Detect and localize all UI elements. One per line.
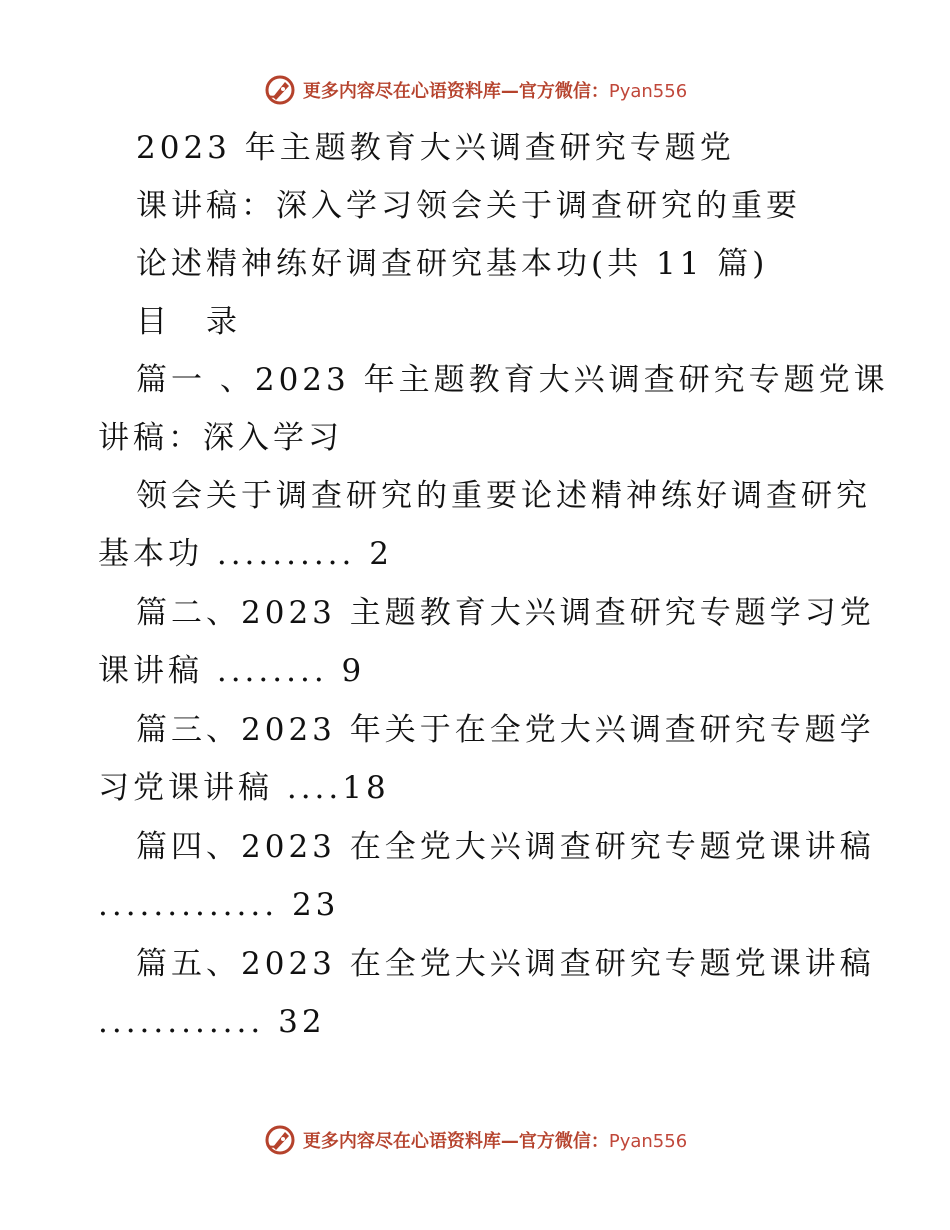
title-line-1: 2023 年主题教育大兴调查研究专题党 bbox=[136, 130, 735, 166]
pen-nib-circle-icon bbox=[263, 1123, 297, 1157]
title-line-3: 论述精神练好调查研究基本功(共 11 篇) bbox=[136, 246, 769, 282]
toc-entry-4-line-2: ............. 23 bbox=[98, 887, 340, 923]
watermark-text: 更多内容尽在心语资料库—官方微信：Pyan556 bbox=[302, 1131, 688, 1152]
toc-entry-4-line-1: 篇四、2023 在全党大兴调查研究专题党课讲稿 bbox=[136, 829, 875, 865]
watermark-text: 更多内容尽在心语资料库—官方微信：Pyan556 bbox=[302, 81, 688, 102]
toc-entry-1-line-4: 基本功 .......... 2 bbox=[98, 536, 393, 572]
toc-heading: 目 录 bbox=[136, 304, 241, 340]
title-line-2: 课讲稿：深入学习领会关于调查研究的重要 bbox=[136, 188, 801, 224]
footer-watermark bbox=[0, 1120, 950, 1160]
toc-entry-2-line-2: 课讲稿 ........ 9 bbox=[98, 653, 366, 689]
toc-entry-5-line-1: 篇五、2023 在全党大兴调查研究专题党课讲稿 bbox=[136, 946, 875, 982]
toc-entry-2-line-1: 篇二、2023 主题教育大兴调查研究专题学习党 bbox=[136, 595, 875, 631]
header-watermark bbox=[0, 70, 950, 110]
toc-entry-1-line-3: 领会关于调查研究的重要论述精神练好调查研究 bbox=[136, 478, 871, 514]
toc-entry-1-line-1: 篇一 、2023 年主题教育大兴调查研究专题党课 bbox=[136, 362, 889, 398]
toc-entry-3-line-2: 习党课讲稿 ....18 bbox=[98, 770, 390, 806]
toc-entry-1-line-2: 讲稿：深入学习 bbox=[98, 420, 343, 456]
toc-entry-5-line-2: ............ 32 bbox=[98, 1004, 326, 1040]
toc-entry-3-line-1: 篇三、2023 年关于在全党大兴调查研究专题学 bbox=[136, 712, 875, 748]
pen-nib-circle-icon bbox=[263, 73, 297, 107]
